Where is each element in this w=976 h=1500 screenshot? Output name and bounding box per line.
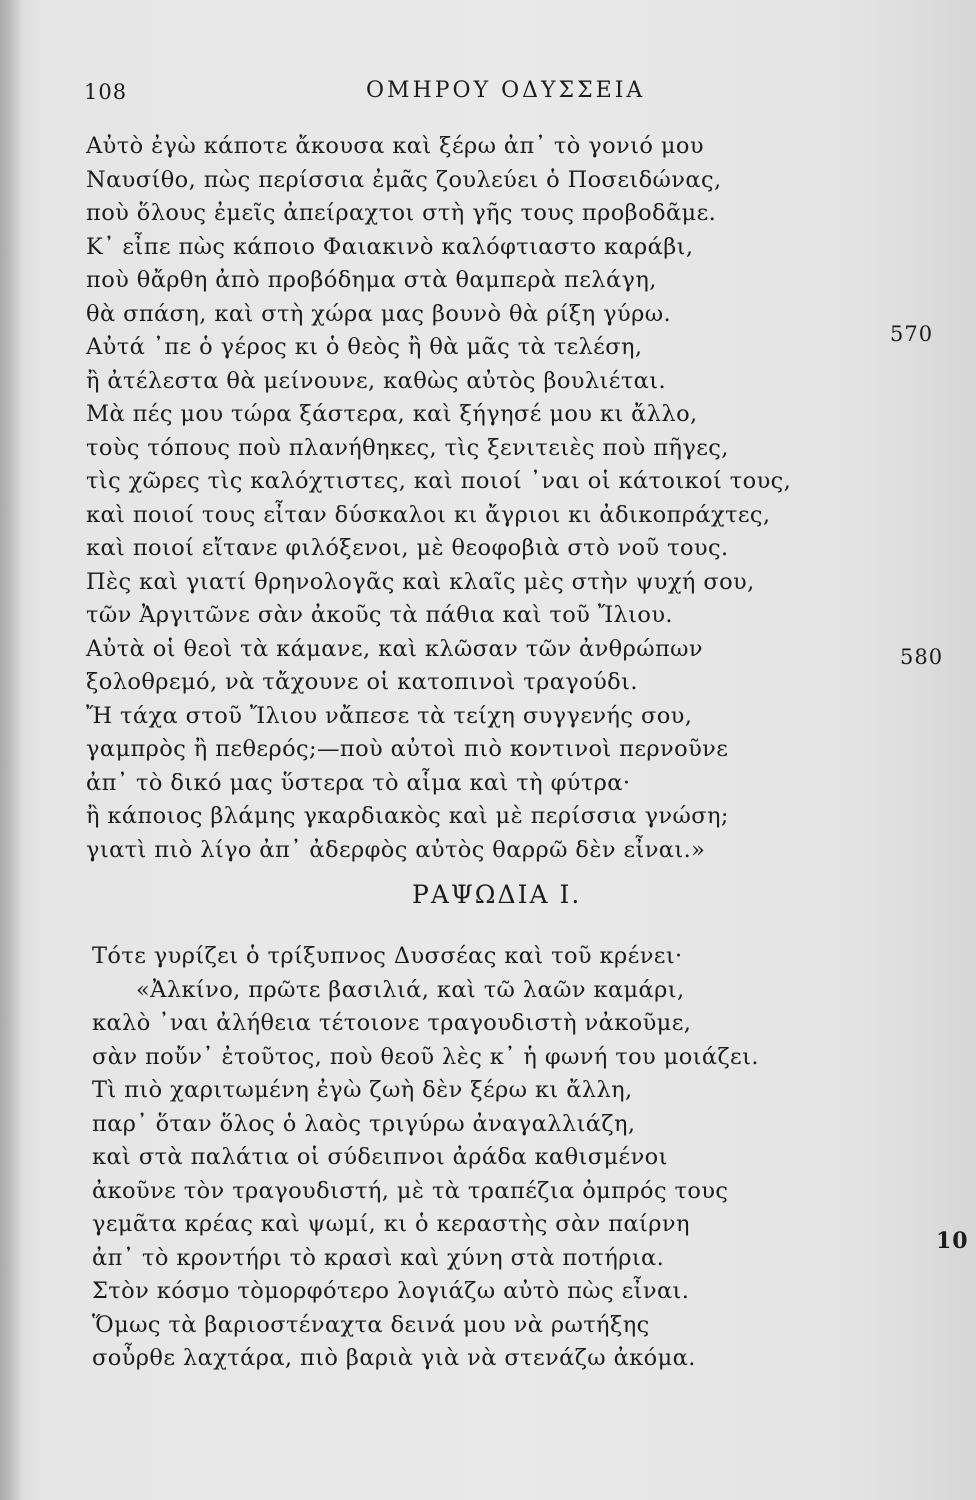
verse-line: Τὶ πιὸ χαριτωμένη ἐγὼ ζωὴ δὲν ξέρω κι ἄλλη, — [92, 1077, 633, 1103]
verse-line: Ἤ τάχα στοῦ Ἴλιου νἄπεσε τὰ τείχη συγγενής σου, — [86, 702, 693, 729]
verse-line: Τότε γυρίζει ὁ τρίξυπνος Δυσσέας καὶ τοῦ κρένει· — [92, 943, 683, 969]
verse-block-1 — [86, 130, 866, 867]
verse-line: καὶ ποιοί τους εἶταν δύσκαλοι κι ἄγριοι κι ἀδικοπράχτες, — [86, 501, 771, 528]
running-title: ΟΜΗΡΟΥ ΟΔΥΣΣΕΙΑ — [366, 78, 646, 103]
verse-line: Πὲς καὶ γιατί θρηνολογᾶς καὶ κλαῖς μὲς στὴν ψυχή σου, — [86, 568, 755, 595]
verse-line: Αὐτὸ ἐγὼ κάποτε ἄκουσα καὶ ξέρω ἀπ᾽ τὸ γονιό μου — [86, 133, 704, 159]
verse-block-2 — [92, 940, 872, 1376]
verse-line: ἀπ᾽ τὸ κροντήρι τὸ κρασὶ καὶ χύνη στὰ ποτήρια. — [92, 1244, 665, 1271]
verse-line: ἀκοῦνε τὸν τραγουδιστή, μὲ τὰ τραπέζια ὀμπρός τους — [92, 1177, 729, 1204]
verse-line: Μὰ πές μου τώρα ξάστερα, καὶ ξήγησέ μου κι ἄλλο, — [86, 401, 698, 427]
verse-line: γεμᾶτα κρέας καὶ ψωμί, κι ὁ κεραστὴς σὰν παίρνη — [92, 1211, 690, 1237]
verse-line: Αὐτὰ οἱ θεοὶ τὰ κάμανε, καὶ κλῶσαν τῶν ἀνθρώπων — [86, 635, 703, 662]
verse-line: γαμπρὸς ἢ πεθερός;—ποὺ αὐτοὶ πιὸ κοντινοὶ περνοῦνε — [86, 736, 729, 762]
gutter-shadow — [0, 0, 22, 1500]
verse-line: Αὐτά ᾽πε ὁ γέρος κι ὁ θεὸς ἢ θὰ μᾶς τὰ τελέση, — [86, 334, 643, 360]
verse-line: θὰ σπάση, καὶ στὴ χώρα μας βουνὸ θὰ ρίξη γύρω. — [86, 300, 671, 327]
line-number-10: 10 — [936, 1228, 969, 1254]
verse-line: τὶς χῶρες τὶς καλόχτιστες, καὶ ποιοί ᾽ναι οἱ κάτοικοί τους, — [86, 468, 792, 494]
verse-line: Κ᾽ εἶπε πὼς κάποιο Φαιακινὸ καλόφτιαστο καράβι, — [86, 233, 694, 260]
verse-line: ἀπ᾽ τὸ δικό μας ὕστερα τὸ αἷμα καὶ τὴ φύτρα· — [86, 769, 631, 796]
verse-line: τοὺς τόπους ποὺ πλανήθηκες, τὶς ξενιτειὲς ποὺ πῆγες, — [86, 434, 729, 461]
verse-line: γιατὶ πιὸ λίγο ἀπ᾽ ἀδερφὸς αὐτὸς θαρρῶ δὲν εἶναι.» — [86, 836, 706, 863]
chapter-heading: ΡΑΨΩΔΙΑ Ι. — [412, 880, 582, 909]
verse-line: σὰν ποὔν᾽ ἐτοῦτος, ποὺ θεοῦ λὲς κ᾽ ἡ φωνή του μοιάζει. — [92, 1043, 759, 1070]
verse-line: Ὅμως τὰ βαριοστέναχτα δεινά μου νὰ ρωτήξης — [92, 1311, 650, 1338]
page-number: 108 — [84, 80, 128, 104]
verse-line: ἢ κάποιος βλάμης γκαρδιακὸς καὶ μὲ περίσσια γνώση; — [86, 803, 729, 829]
verse-line: ξολοθρεμό, νὰ τἄχουνε οἱ κατοπινοὶ τραγούδι. — [86, 669, 638, 695]
verse-line: σοὖρθε λαχτάρα, πιὸ βαριὰ γιὰ νὰ στενάζω ἀκόμα. — [92, 1345, 696, 1371]
verse-line: «Ἀλκίνο, πρῶτε βασιλιά, καὶ τῶ λαῶν καμάρι, — [136, 976, 685, 1003]
line-number-570: 570 — [890, 322, 934, 346]
verse-line: καὶ ποιοί εἴτανε φιλόξενοι, μὲ θεοφοβιὰ στὸ νοῦ τους. — [86, 535, 729, 561]
line-number-580: 580 — [900, 645, 944, 669]
verse-line: ἢ ἀτέλεστα θὰ μείνουνε, καθὼς αὐτὸς βουλιέται. — [86, 367, 667, 394]
verse-line: τῶν Ἀργιτῶνε σὰν ἀκοῦς τὰ πάθια καὶ τοῦ Ἴλιου. — [86, 602, 673, 628]
verse-line: Ναυσίθο, πὼς περίσσια ἐμᾶς ζουλεύει ὁ Ποσειδώνας, — [86, 166, 722, 193]
verse-line: ποὺ ὅλους ἐμεῖς ἀπείραχτοι στὴ γῆς τους προβοδᾶμε. — [86, 200, 717, 226]
verse-line: παρ᾽ ὅταν ὅλος ὁ λαὸς τριγύρω ἀναγαλλιάζη, — [92, 1110, 636, 1137]
verse-line: καλὸ ᾽ναι ἀλήθεια τέτοιονε τραγουδιστὴ νἀκοῦμε, — [92, 1010, 692, 1036]
verse-line: καὶ στὰ παλάτια οἱ σύδειπνοι ἀράδα καθισμένοι — [92, 1144, 668, 1170]
verse-line: ποὺ θἄρθη ἀπὸ προβόδημα στὰ θαμπερὰ πελάγη, — [86, 267, 657, 293]
verse-line: Στὸν κόσμο τὸμορφότερο λογιάζω αὐτὸ πὼς εἶναι. — [92, 1278, 690, 1304]
